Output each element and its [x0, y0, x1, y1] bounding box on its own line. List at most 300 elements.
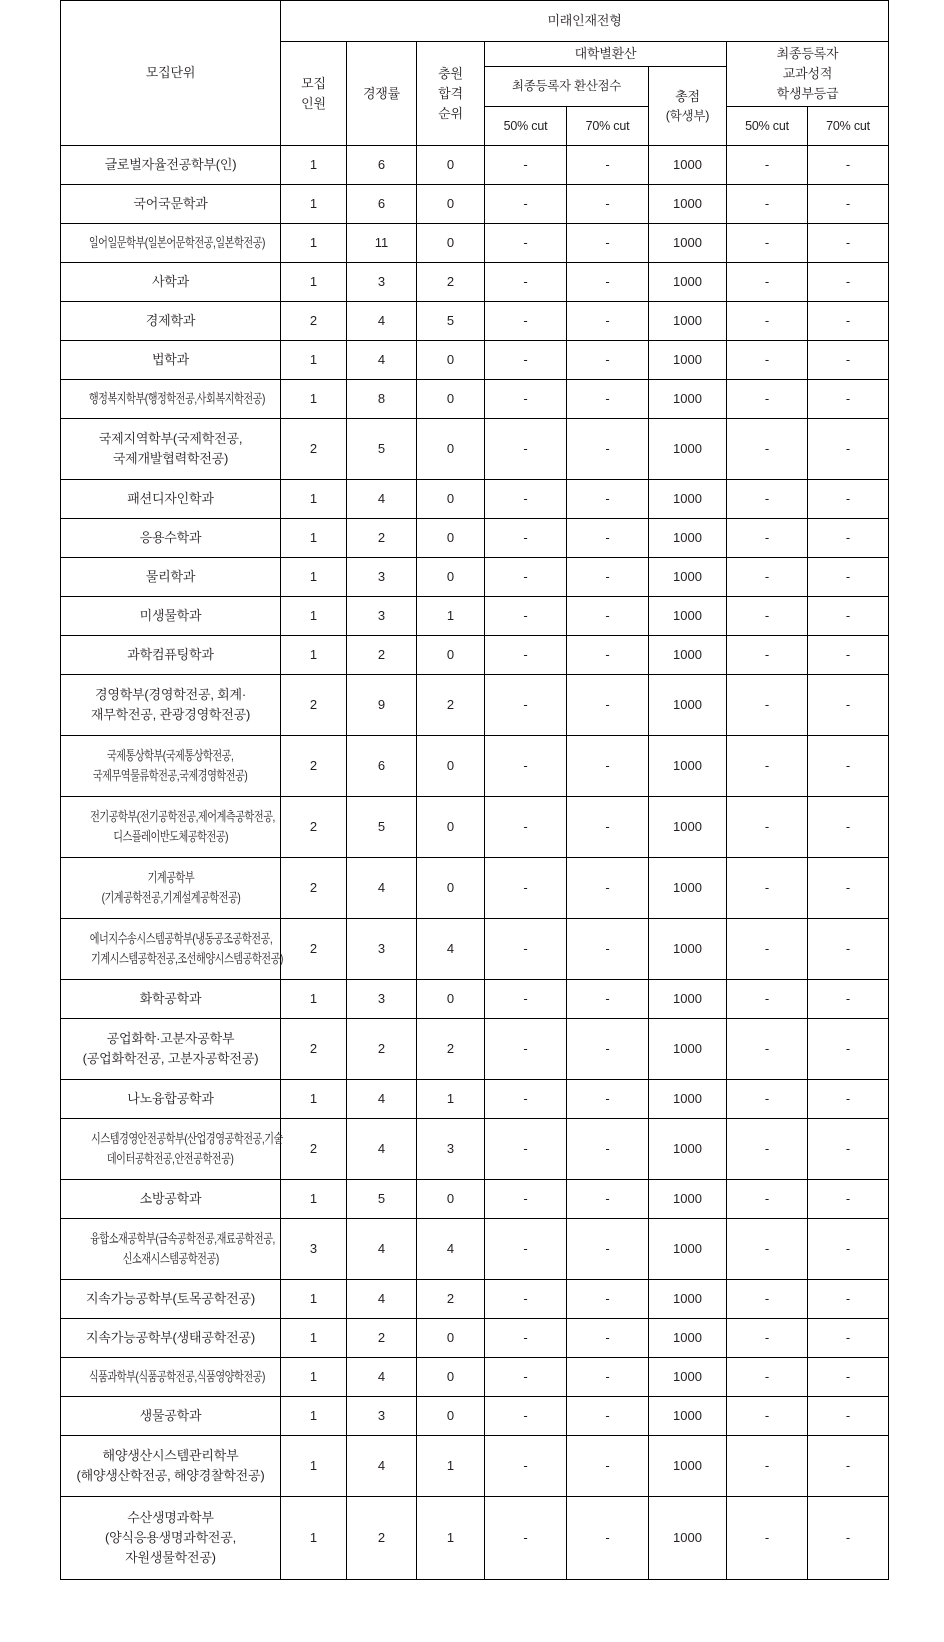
- cell-grade-cut-70: -: [808, 858, 889, 919]
- recruitment-unit-line: [64, 827, 277, 847]
- cell-pass-rank: 0: [417, 558, 485, 597]
- cell-total-score: 1000: [649, 597, 727, 636]
- cell-grade-cut-50: -: [727, 1280, 808, 1319]
- cell-quota: 1: [281, 1358, 347, 1397]
- cell-score-cut-70: -: [567, 797, 649, 858]
- cell-total-score: 1000: [649, 341, 727, 380]
- cell-total-score: 1000: [649, 675, 727, 736]
- cell-score-cut-70: -: [567, 980, 649, 1019]
- table-row: [61, 597, 889, 636]
- cell-grade-cut-70: -: [808, 380, 889, 419]
- recruitment-unit-line: 국제개발협력학전공): [112, 451, 229, 467]
- header-final-enrolled-grade: [727, 42, 889, 107]
- cell-score-cut-70: -: [567, 1358, 649, 1397]
- cell-grade-cut-70: -: [808, 919, 889, 980]
- cell-score-cut-70: -: [567, 1319, 649, 1358]
- cell-grade-cut-50: -: [727, 146, 808, 185]
- recruitment-unit-line: 공업화학·고분자공학부: [106, 1031, 235, 1047]
- cell-grade-cut-70: -: [808, 185, 889, 224]
- table-row: [61, 558, 889, 597]
- cell-recruitment-unit: [61, 1497, 281, 1580]
- cell-score-cut-70: -: [567, 636, 649, 675]
- cell-score-cut-50: -: [485, 1497, 567, 1580]
- condensed-text: 데이터공학전공,안전공학전공): [107, 1151, 234, 1167]
- condensed-text: 국제무역물류학전공,국제경영학전공): [93, 768, 248, 784]
- cell-score-cut-70: -: [567, 341, 649, 380]
- cell-grade-cut-70: -: [808, 419, 889, 480]
- recruitment-unit-line: 지속가능공학부(토목공학전공): [86, 1291, 255, 1307]
- header-grade-cut-70: 70% cut: [808, 107, 889, 146]
- cell-pass-rank: 0: [417, 1358, 485, 1397]
- cell-quota: 1: [281, 1497, 347, 1580]
- header-score-cut-70: 70% cut: [567, 107, 649, 146]
- cell-score-cut-50: -: [485, 597, 567, 636]
- recruitment-unit-line: 글로벌자율전공학부(인): [104, 157, 237, 173]
- cell-competition: 4: [347, 1080, 417, 1119]
- cell-score-cut-70: -: [567, 675, 649, 736]
- cell-recruitment-unit: [61, 1080, 281, 1119]
- cell-grade-cut-50: -: [727, 558, 808, 597]
- cell-grade-cut-50: -: [727, 380, 808, 419]
- recruitment-unit-line: 경영학부(경영학전공, 회계·: [94, 687, 247, 703]
- cell-grade-cut-70: -: [808, 1280, 889, 1319]
- cell-grade-cut-50: -: [727, 1358, 808, 1397]
- header-competition-ratio: 경쟁률: [347, 42, 417, 146]
- cell-score-cut-70: -: [567, 858, 649, 919]
- admissions-results-table: [60, 0, 889, 1580]
- cell-score-cut-50: -: [485, 858, 567, 919]
- cell-quota: 1: [281, 1080, 347, 1119]
- cell-quota: 2: [281, 858, 347, 919]
- cell-total-score: 1000: [649, 302, 727, 341]
- cell-competition: 3: [347, 597, 417, 636]
- cell-grade-cut-50: -: [727, 1219, 808, 1280]
- cell-competition: 3: [347, 919, 417, 980]
- cell-grade-cut-70: -: [808, 263, 889, 302]
- cell-score-cut-70: -: [567, 419, 649, 480]
- cell-score-cut-50: -: [485, 675, 567, 736]
- cell-quota: 1: [281, 341, 347, 380]
- cell-competition: 2: [347, 1497, 417, 1580]
- header-rank-line2: 합격: [438, 85, 463, 101]
- cell-pass-rank: 0: [417, 858, 485, 919]
- cell-quota: 2: [281, 675, 347, 736]
- cell-pass-rank: 2: [417, 675, 485, 736]
- cell-score-cut-70: -: [567, 1436, 649, 1497]
- condensed-text: (기계공학전공,기계설계공학전공): [101, 890, 240, 906]
- cell-score-cut-70: -: [567, 146, 649, 185]
- cell-competition: 4: [347, 858, 417, 919]
- cell-grade-cut-70: -: [808, 1019, 889, 1080]
- recruitment-unit-line: [64, 233, 277, 253]
- cell-pass-rank: 1: [417, 1497, 485, 1580]
- cell-score-cut-70: -: [567, 1497, 649, 1580]
- cell-quota: 3: [281, 1219, 347, 1280]
- cell-recruitment-unit: [61, 797, 281, 858]
- cell-quota: 2: [281, 797, 347, 858]
- cell-score-cut-50: -: [485, 1180, 567, 1219]
- recruitment-unit-line: [64, 1229, 277, 1249]
- cell-score-cut-50: -: [485, 980, 567, 1019]
- cell-grade-cut-50: -: [727, 597, 808, 636]
- cell-score-cut-50: -: [485, 1280, 567, 1319]
- cell-pass-rank: 0: [417, 146, 485, 185]
- condensed-text: 디스플레이반도체공학전공): [113, 829, 228, 845]
- cell-competition: 3: [347, 1397, 417, 1436]
- cell-grade-cut-70: -: [808, 1219, 889, 1280]
- header-additional-pass-rank: [417, 42, 485, 146]
- table-header: [61, 1, 889, 146]
- recruitment-unit-line: [64, 1149, 277, 1169]
- cell-quota: 1: [281, 558, 347, 597]
- condensed-text: 행정복지학부(행정학전공,사회복지학전공): [88, 391, 265, 407]
- condensed-text: 융합소재공학부(금속공학전공,재료공학전공,: [90, 1231, 275, 1247]
- recruitment-unit-line: 국제지역학부(국제학전공,: [98, 431, 243, 447]
- cell-grade-cut-70: -: [808, 558, 889, 597]
- recruitment-unit-line: [64, 929, 277, 949]
- cell-recruitment-unit: [61, 1219, 281, 1280]
- cell-recruitment-unit: [61, 1180, 281, 1219]
- cell-recruitment-unit: [61, 419, 281, 480]
- cell-total-score: 1000: [649, 919, 727, 980]
- recruitment-unit-line: 생물공학과: [139, 1408, 202, 1424]
- recruitment-unit-line: 응용수학과: [139, 530, 202, 546]
- cell-total-score: 1000: [649, 1436, 727, 1497]
- cell-score-cut-70: -: [567, 1019, 649, 1080]
- cell-quota: 1: [281, 263, 347, 302]
- recruitment-unit-line: 국어국문학과: [133, 196, 208, 212]
- recruitment-unit-line: [64, 888, 277, 908]
- cell-grade-cut-70: -: [808, 1436, 889, 1497]
- cell-recruitment-unit: [61, 1019, 281, 1080]
- cell-pass-rank: 0: [417, 224, 485, 263]
- cell-quota: 2: [281, 919, 347, 980]
- cell-grade-cut-70: -: [808, 480, 889, 519]
- table-row: [61, 480, 889, 519]
- cell-grade-cut-50: -: [727, 919, 808, 980]
- cell-pass-rank: 0: [417, 1180, 485, 1219]
- cell-pass-rank: 0: [417, 419, 485, 480]
- cell-score-cut-50: -: [485, 1397, 567, 1436]
- condensed-text: 식품과학부(식품공학전공,식품영양학전공): [88, 1369, 265, 1385]
- recruitment-unit-line: 재무학전공, 관광경영학전공): [90, 707, 251, 723]
- table-row: [61, 1358, 889, 1397]
- table-row: [61, 185, 889, 224]
- cell-pass-rank: 0: [417, 1319, 485, 1358]
- cell-score-cut-70: -: [567, 597, 649, 636]
- cell-score-cut-70: -: [567, 480, 649, 519]
- cell-quota: 1: [281, 380, 347, 419]
- cell-competition: 3: [347, 263, 417, 302]
- cell-recruitment-unit: [61, 858, 281, 919]
- cell-total-score: 1000: [649, 980, 727, 1019]
- cell-quota: 1: [281, 1436, 347, 1497]
- cell-score-cut-50: -: [485, 1436, 567, 1497]
- cell-recruitment-unit: [61, 1397, 281, 1436]
- table-row: [61, 1319, 889, 1358]
- cell-recruitment-unit: [61, 675, 281, 736]
- cell-score-cut-70: -: [567, 1219, 649, 1280]
- cell-competition: 4: [347, 341, 417, 380]
- cell-pass-rank: 0: [417, 1397, 485, 1436]
- cell-grade-cut-50: -: [727, 1497, 808, 1580]
- cell-recruitment-unit: [61, 1358, 281, 1397]
- cell-competition: 6: [347, 146, 417, 185]
- header-quota-line2: 인원: [301, 95, 326, 111]
- table-row: [61, 1080, 889, 1119]
- recruitment-unit-line: [64, 1249, 277, 1269]
- table-row: [61, 380, 889, 419]
- cell-score-cut-50: -: [485, 1080, 567, 1119]
- cell-recruitment-unit: [61, 558, 281, 597]
- cell-grade-cut-50: -: [727, 797, 808, 858]
- cell-competition: 6: [347, 185, 417, 224]
- table-row: [61, 797, 889, 858]
- cell-grade-cut-70: -: [808, 980, 889, 1019]
- recruitment-unit-line: [64, 807, 277, 827]
- cell-grade-cut-70: -: [808, 302, 889, 341]
- header-university-conversion: 대학별환산: [485, 42, 727, 67]
- cell-quota: 1: [281, 519, 347, 558]
- cell-grade-cut-50: -: [727, 636, 808, 675]
- cell-recruitment-unit: [61, 980, 281, 1019]
- cell-score-cut-70: -: [567, 519, 649, 558]
- cell-total-score: 1000: [649, 1280, 727, 1319]
- cell-quota: 2: [281, 302, 347, 341]
- cell-total-score: 1000: [649, 1358, 727, 1397]
- cell-grade-cut-50: -: [727, 302, 808, 341]
- cell-total-score: 1000: [649, 263, 727, 302]
- cell-score-cut-70: -: [567, 558, 649, 597]
- cell-score-cut-70: -: [567, 185, 649, 224]
- cell-grade-cut-70: -: [808, 1080, 889, 1119]
- cell-competition: 5: [347, 1180, 417, 1219]
- table-row: [61, 224, 889, 263]
- cell-quota: 1: [281, 980, 347, 1019]
- header-final-grade-line3: 학생부등급: [776, 86, 839, 102]
- cell-recruitment-unit: [61, 919, 281, 980]
- cell-grade-cut-50: -: [727, 1080, 808, 1119]
- table-row: [61, 1497, 889, 1580]
- recruitment-unit-line: 물리학과: [145, 569, 196, 585]
- condensed-text: 시스템경영안전공학부(산업경영공학전공,기술: [91, 1131, 283, 1147]
- cell-total-score: 1000: [649, 1180, 727, 1219]
- table-row: [61, 146, 889, 185]
- header-rank-line3: 순위: [438, 105, 463, 121]
- table-row: [61, 919, 889, 980]
- header-grade-cut-50: 50% cut: [727, 107, 808, 146]
- cell-competition: 6: [347, 736, 417, 797]
- table-row: [61, 341, 889, 380]
- cell-recruitment-unit: [61, 1319, 281, 1358]
- cell-competition: 4: [347, 1219, 417, 1280]
- cell-grade-cut-50: -: [727, 1019, 808, 1080]
- cell-score-cut-50: -: [485, 1019, 567, 1080]
- cell-recruitment-unit: [61, 1436, 281, 1497]
- table-row: [61, 736, 889, 797]
- cell-grade-cut-50: -: [727, 419, 808, 480]
- cell-competition: 3: [347, 980, 417, 1019]
- cell-grade-cut-50: -: [727, 185, 808, 224]
- cell-grade-cut-70: -: [808, 597, 889, 636]
- header-total-line1: 총점: [675, 88, 700, 104]
- header-row-1: [61, 1, 889, 42]
- cell-grade-cut-50: -: [727, 675, 808, 736]
- cell-competition: 4: [347, 302, 417, 341]
- condensed-text: 기계공학부: [147, 870, 194, 886]
- cell-pass-rank: 0: [417, 480, 485, 519]
- cell-pass-rank: 0: [417, 736, 485, 797]
- recruitment-unit-line: 소방공학과: [139, 1191, 202, 1207]
- cell-recruitment-unit: [61, 597, 281, 636]
- cell-grade-cut-70: -: [808, 1180, 889, 1219]
- cell-grade-cut-50: -: [727, 519, 808, 558]
- cell-recruitment-unit: [61, 1280, 281, 1319]
- cell-score-cut-50: -: [485, 736, 567, 797]
- table-row: [61, 1219, 889, 1280]
- cell-pass-rank: 0: [417, 636, 485, 675]
- recruitment-unit-line: [64, 949, 283, 969]
- cell-pass-rank: 3: [417, 1119, 485, 1180]
- cell-score-cut-50: -: [485, 480, 567, 519]
- cell-quota: 2: [281, 419, 347, 480]
- header-admission-type: 미래인재전형: [281, 1, 889, 42]
- header-final-enrolled-converted-score: 최종등록자 환산점수: [485, 67, 649, 107]
- cell-competition: 11: [347, 224, 417, 263]
- cell-pass-rank: 5: [417, 302, 485, 341]
- cell-competition: 4: [347, 1280, 417, 1319]
- table-row: [61, 1180, 889, 1219]
- cell-grade-cut-70: -: [808, 1119, 889, 1180]
- header-total-score: [649, 67, 727, 146]
- cell-grade-cut-70: -: [808, 224, 889, 263]
- recruitment-unit-line: 자원생물학전공): [125, 1550, 216, 1566]
- cell-competition: 5: [347, 419, 417, 480]
- recruitment-unit-line: [64, 1129, 283, 1149]
- cell-total-score: 1000: [649, 224, 727, 263]
- recruitment-unit-line: (공업화학전공, 고분자공학전공): [82, 1051, 259, 1067]
- cell-grade-cut-50: -: [727, 224, 808, 263]
- recruitment-unit-line: 사학과: [151, 274, 190, 290]
- cell-quota: 1: [281, 636, 347, 675]
- cell-recruitment-unit: [61, 185, 281, 224]
- cell-score-cut-70: -: [567, 919, 649, 980]
- cell-total-score: 1000: [649, 419, 727, 480]
- cell-score-cut-50: -: [485, 302, 567, 341]
- table-row: [61, 636, 889, 675]
- cell-pass-rank: 1: [417, 1080, 485, 1119]
- recruitment-unit-line: 패션디자인학과: [127, 491, 214, 507]
- cell-recruitment-unit: [61, 736, 281, 797]
- table-row: [61, 675, 889, 736]
- cell-recruitment-unit: [61, 636, 281, 675]
- cell-score-cut-50: -: [485, 341, 567, 380]
- cell-score-cut-70: -: [567, 1280, 649, 1319]
- cell-pass-rank: 2: [417, 1280, 485, 1319]
- cell-grade-cut-70: -: [808, 736, 889, 797]
- cell-grade-cut-50: -: [727, 1436, 808, 1497]
- table-row: [61, 419, 889, 480]
- cell-total-score: 1000: [649, 480, 727, 519]
- cell-total-score: 1000: [649, 1497, 727, 1580]
- recruitment-unit-line: (양식응용생명과학전공,: [104, 1530, 237, 1546]
- cell-grade-cut-70: -: [808, 519, 889, 558]
- recruitment-unit-line: 과학컴퓨팅학과: [127, 647, 214, 663]
- recruitment-unit-line: 수산생명과학부: [127, 1510, 214, 1526]
- cell-total-score: 1000: [649, 736, 727, 797]
- condensed-text: 신소재시스템공학전공): [122, 1251, 219, 1267]
- cell-pass-rank: 0: [417, 797, 485, 858]
- cell-total-score: 1000: [649, 1119, 727, 1180]
- cell-quota: 1: [281, 224, 347, 263]
- cell-grade-cut-70: -: [808, 341, 889, 380]
- header-score-cut-50: 50% cut: [485, 107, 567, 146]
- header-total-line2: (학생부): [665, 108, 710, 123]
- cell-pass-rank: 0: [417, 341, 485, 380]
- table-row: [61, 980, 889, 1019]
- cell-competition: 4: [347, 1119, 417, 1180]
- cell-total-score: 1000: [649, 1019, 727, 1080]
- cell-score-cut-70: -: [567, 1119, 649, 1180]
- cell-competition: 3: [347, 558, 417, 597]
- cell-competition: 4: [347, 480, 417, 519]
- cell-recruitment-unit: [61, 302, 281, 341]
- cell-grade-cut-70: -: [808, 146, 889, 185]
- cell-competition: 4: [347, 1436, 417, 1497]
- cell-pass-rank: 0: [417, 980, 485, 1019]
- condensed-text: 기계시스템공학전공,조선해양시스템공학전공): [91, 951, 283, 967]
- cell-score-cut-70: -: [567, 1397, 649, 1436]
- cell-competition: 2: [347, 519, 417, 558]
- cell-pass-rank: 1: [417, 1436, 485, 1497]
- cell-total-score: 1000: [649, 146, 727, 185]
- recruitment-unit-line: 지속가능공학부(생태공학전공): [86, 1330, 255, 1346]
- cell-total-score: 1000: [649, 1219, 727, 1280]
- table-row: [61, 1119, 889, 1180]
- cell-grade-cut-70: -: [808, 1358, 889, 1397]
- recruitment-unit-line: 해양생산시스템관리학부: [102, 1448, 239, 1464]
- cell-score-cut-70: -: [567, 224, 649, 263]
- cell-score-cut-50: -: [485, 797, 567, 858]
- table-body: [61, 146, 889, 1580]
- cell-grade-cut-50: -: [727, 736, 808, 797]
- recruitment-unit-line: (해양생산학전공, 해양경찰학전공): [76, 1468, 265, 1484]
- cell-competition: 9: [347, 675, 417, 736]
- recruitment-unit-line: 미생물학과: [139, 608, 202, 624]
- table-row: [61, 858, 889, 919]
- table-row: [61, 1280, 889, 1319]
- header-rank-line1: 충원: [438, 65, 463, 81]
- cell-recruitment-unit: [61, 146, 281, 185]
- table-row: [61, 1436, 889, 1497]
- cell-competition: 4: [347, 1358, 417, 1397]
- cell-quota: 1: [281, 1180, 347, 1219]
- cell-pass-rank: 0: [417, 185, 485, 224]
- cell-recruitment-unit: [61, 480, 281, 519]
- table-row: [61, 302, 889, 341]
- recruitment-unit-line: 경제학과: [145, 313, 196, 329]
- condensed-text: 전기공학부(전기공학전공,제어계측공학전공,: [90, 809, 275, 825]
- cell-total-score: 1000: [649, 380, 727, 419]
- cell-total-score: 1000: [649, 797, 727, 858]
- cell-grade-cut-50: -: [727, 1319, 808, 1358]
- cell-competition: 5: [347, 797, 417, 858]
- table-row: [61, 1397, 889, 1436]
- cell-score-cut-50: -: [485, 558, 567, 597]
- cell-score-cut-50: -: [485, 263, 567, 302]
- recruitment-unit-line: 나노융합공학과: [127, 1091, 214, 1107]
- cell-grade-cut-70: -: [808, 1397, 889, 1436]
